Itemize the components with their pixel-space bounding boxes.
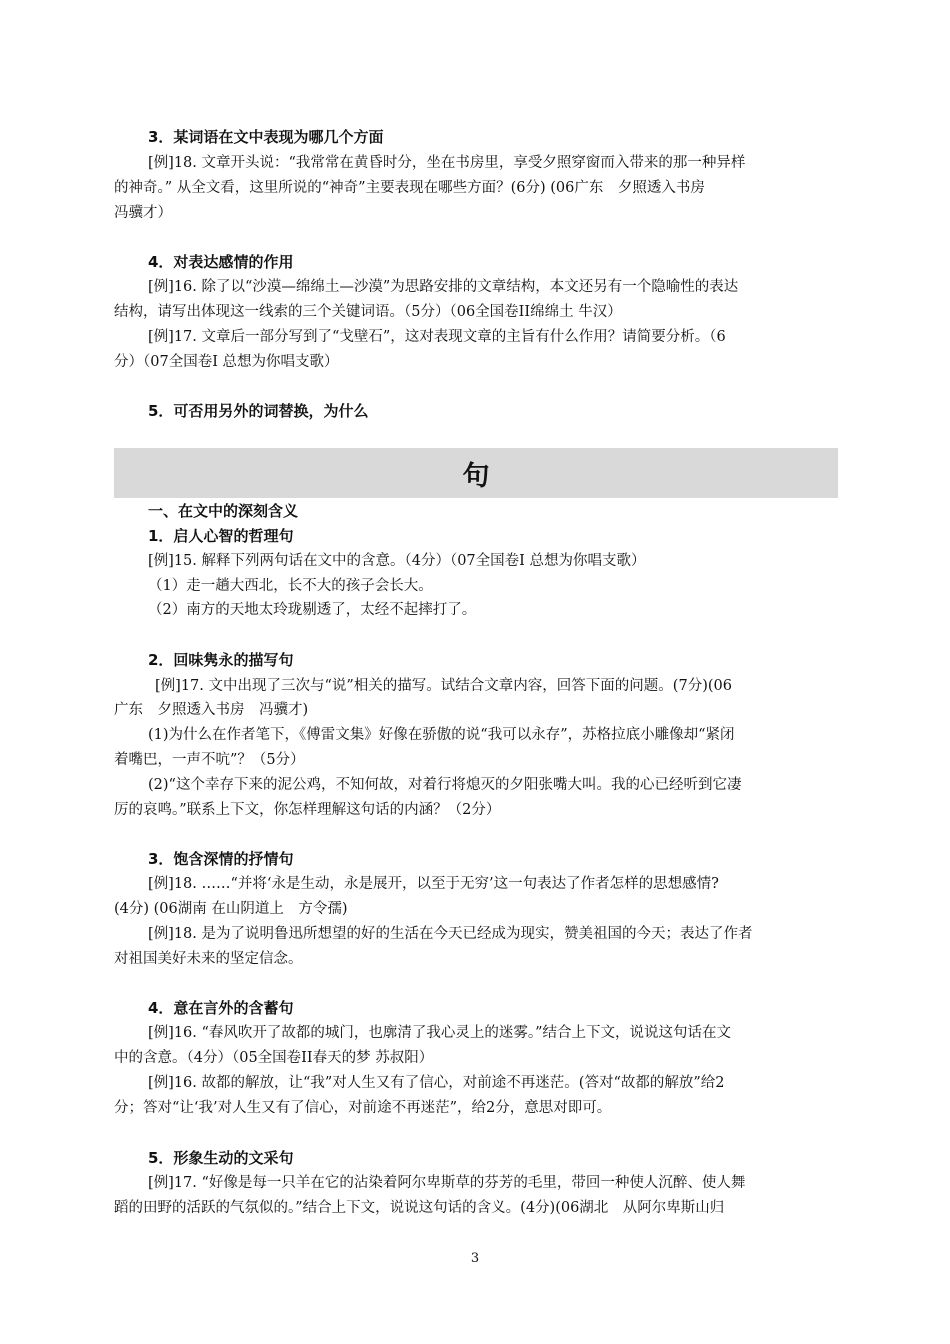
section-heading: 4．对表达感情的作用 bbox=[148, 253, 294, 271]
paragraph-line: [例]16. “春风吹开了故都的城门，也廓清了我心灵上的迷雾。”结合上下文，说说这句话在文 bbox=[148, 1025, 732, 1041]
paragraph-line: 厉的哀鸣。”联系上下文，你怎样理解这句话的内涵？（2分） bbox=[114, 802, 501, 818]
section-heading: 5．形象生动的文采句 bbox=[148, 1149, 294, 1167]
paragraph-line: [例]17. “好像是每一只羊在它的沾染着阿尔卑斯草的芬芳的毛里，带回一种使人沉醉、使人舞 bbox=[148, 1175, 746, 1191]
paragraph-line: 分；答对“让‘我’对人生又有了信心，对前途不再迷茫”，给2分，意思对即可。 bbox=[114, 1100, 612, 1116]
paragraph-line: 蹈的田野的活跃的气氛似的。”结合上下文，说说这句话的含义。(4分)(06湖北 从阿尔卑斯山归 bbox=[114, 1200, 725, 1216]
paragraph-line: (2)“这个幸存下来的泥公鸡，不知何故，对着行将熄灭的夕阳张嘴大叫。我的心已经听到它凄 bbox=[148, 777, 742, 793]
paragraph-line: 着嘴巴，一声不吭”？（5分） bbox=[114, 752, 305, 768]
paragraph-line: [例]18. 文章开头说：“我常常在黄昏时分，坐在书房里，享受夕照穿窗而入带来的那一种异样 bbox=[148, 155, 746, 171]
paragraph-line: 冯骥才） bbox=[114, 205, 172, 221]
section-banner bbox=[114, 448, 838, 498]
section-heading: 一、在文中的深刻含义 bbox=[148, 502, 299, 520]
section-heading: 4．意在言外的含蓄句 bbox=[148, 999, 294, 1017]
section-heading: 5．可否用另外的词替换，为什么 bbox=[148, 402, 369, 420]
paragraph-line: [例]16. 除了以“沙漠—绵绵土—沙漠”为思路安排的文章结构，本文还另有一个隐喻性的表达 bbox=[148, 279, 739, 295]
paragraph-line: [例]16. 故都的解放，让“我”对人生又有了信心，对前途不再迷茫。(答对“故都的解放”给2 bbox=[148, 1075, 725, 1091]
page-number: 3 bbox=[470, 1251, 480, 1266]
paragraph-line: 中的含意。（4分）（05全国卷II春天的梦 苏叔阳） bbox=[114, 1050, 434, 1066]
paragraph-line: [例]17. 文中出现了三次与“说”相关的描写。试结合文章内容，回答下面的问题。(7分)(06 bbox=[155, 678, 732, 694]
paragraph-line: 对祖国美好未来的坚定信念。 bbox=[114, 951, 303, 967]
paragraph-line: 结构，请写出体现这一线索的三个关键词语。（5分）（06全国卷II绵绵土 牛汉） bbox=[114, 304, 622, 320]
paragraph-line: [例]18. ……“并将‘永是生动，永是展开，以至于无穷’这一句表达了作者怎样的思想感情? bbox=[148, 876, 719, 892]
paragraph-line: 分）（07全国卷I 总想为你唱支歌） bbox=[114, 354, 339, 370]
paragraph-line: （2）南方的天地太玲珑剔透了，太经不起摔打了。 bbox=[148, 602, 477, 618]
section-heading: 3．饱含深情的抒情句 bbox=[148, 850, 294, 868]
banner-title: 句 bbox=[462, 460, 490, 492]
section-heading: 3．某词语在文中表现为哪几个方面 bbox=[148, 128, 384, 146]
paragraph-line: (1)为什么在作者笔下，《傅雷文集》好像在骄傲的说“我可以永存”，苏格拉底小雕像却“紧闭 bbox=[148, 727, 735, 743]
paragraph-line: 的神奇。” 从全文看，这里所说的“神奇”主要表现在哪些方面？(6分) (06广东 夕照透入书房 bbox=[114, 180, 705, 196]
paragraph-line: （1）走一趟大西北，长不大的孩子会长大。 bbox=[148, 578, 433, 594]
subsection-heading: 1．启人心智的哲理句 bbox=[148, 527, 294, 545]
paragraph-line: [例]17. 文章后一部分写到了“戈壁石”，这对表现文章的主旨有什么作用？请简要分析。（6 bbox=[148, 329, 726, 345]
paragraph-line: (4分) (06湖南 在山阴道上 方令孺) bbox=[114, 901, 348, 917]
paragraph-line: [例]18. 是为了说明鲁迅所想望的好的生活在今天已经成为现实，赞美祖国的今天；表达了作者 bbox=[148, 926, 753, 942]
section-heading: 2．回味隽永的描写句 bbox=[148, 651, 294, 669]
paragraph-line: 广东 夕照透入书房 冯骥才) bbox=[114, 702, 309, 718]
paragraph-line: [例]15. 解释下列两句话在文中的含意。（4分）（07全国卷I 总想为你唱支歌） bbox=[148, 553, 646, 569]
